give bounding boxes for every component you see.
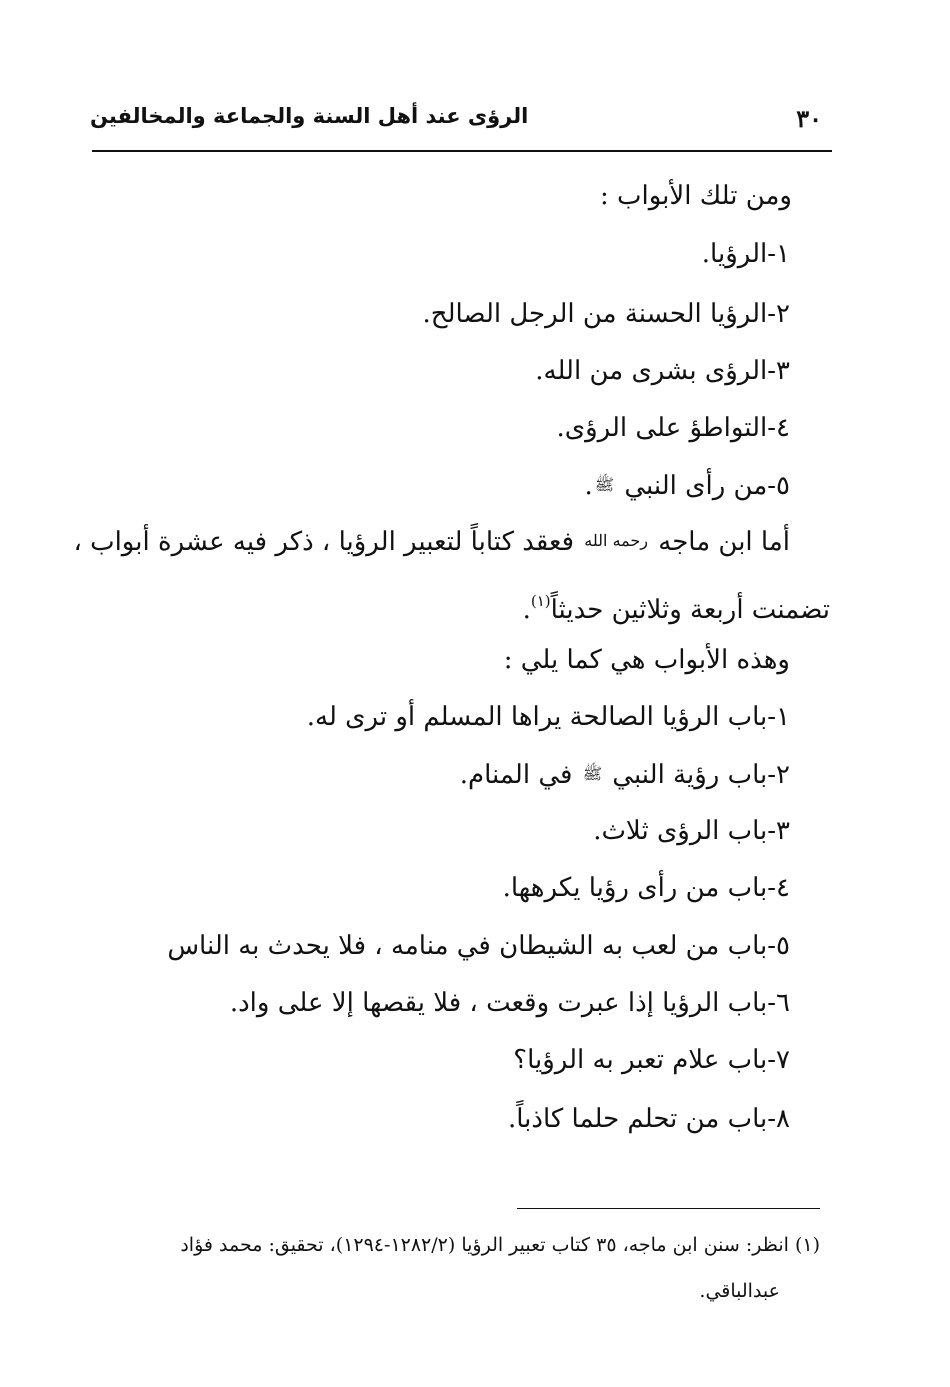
paragraph-text: أما ابن ماجه — [658, 527, 790, 557]
list-item: ٢-الرؤيا الحسنة من الرجل الصالح. — [422, 299, 790, 329]
list-item-text: ٢-باب رؤية النبي — [612, 760, 790, 790]
list-item: ٧-باب علام تعبر به الرؤيا؟ — [513, 1045, 790, 1075]
list-item — [460, 754, 790, 795]
paragraph-line — [73, 521, 790, 562]
rahimahullah-glyph: رحمه الله — [584, 531, 649, 550]
list-item: ٣-الرؤى بشرى من الله. — [535, 356, 790, 386]
paragraph-line — [523, 581, 830, 630]
header-rule — [92, 150, 832, 152]
salutation-glyph: ﷺ — [582, 764, 603, 783]
list-item-text: ٥-من رأى النبي — [624, 471, 790, 501]
list-item: ١-باب الرؤيا الصالحة يراها المسلم أو ترى له. — [306, 702, 790, 732]
list-item-text: في المنام. — [459, 760, 573, 790]
paragraph-text: تضمنت أربعة وثلاثين حديثاً — [550, 595, 830, 625]
list-item: ٦-باب الرؤيا إذا عبرت وقعت ، فلا يقصها إلا على واد. — [229, 988, 790, 1018]
paragraph-text: فعقد كتاباً لتعبير الرؤيا ، ذكر فيه عشرة أبواب ، — [73, 527, 575, 557]
running-title: الرؤى عند أهل السنة والجماعة والمخالفين — [90, 104, 529, 128]
footnote-rule — [517, 1208, 820, 1209]
list-item — [585, 465, 791, 506]
list-item: ٣-باب الرؤى ثلاث. — [593, 816, 790, 846]
page-number: ٣٠ — [796, 104, 822, 133]
list-item: ٤-باب من رأى رؤيا يكرهها. — [502, 873, 790, 903]
salutation-glyph: ﷺ — [594, 475, 615, 494]
list-item: ٥-باب من لعب به الشيطان في منامه ، فلا يحدث به الناس — [167, 931, 790, 961]
footnote-line: عبدالباقي. — [699, 1280, 780, 1302]
paragraph-end: . — [522, 595, 531, 625]
list-item: ١-الرؤيا. — [701, 239, 790, 269]
footnote-line: (١) انظر: سنن ابن ماجه، ٣٥ كتاب تعبير الرؤيا (١٢٨٢/٢-١٢٩٤)، تحقيق: محمد فؤاد — [180, 1234, 820, 1256]
page-header — [90, 102, 830, 138]
list-item: ٤-التواطؤ على الرؤى. — [556, 413, 790, 443]
intro-line: وهذه الأبواب هي كما يلي : — [503, 645, 790, 675]
list-item: ٨-باب من تحلم حلما كاذباً. — [507, 1104, 790, 1134]
intro-line: ومن تلك الأبواب : — [599, 181, 792, 211]
footnote-reference: (١) — [530, 592, 551, 610]
list-item-end: . — [584, 471, 593, 501]
